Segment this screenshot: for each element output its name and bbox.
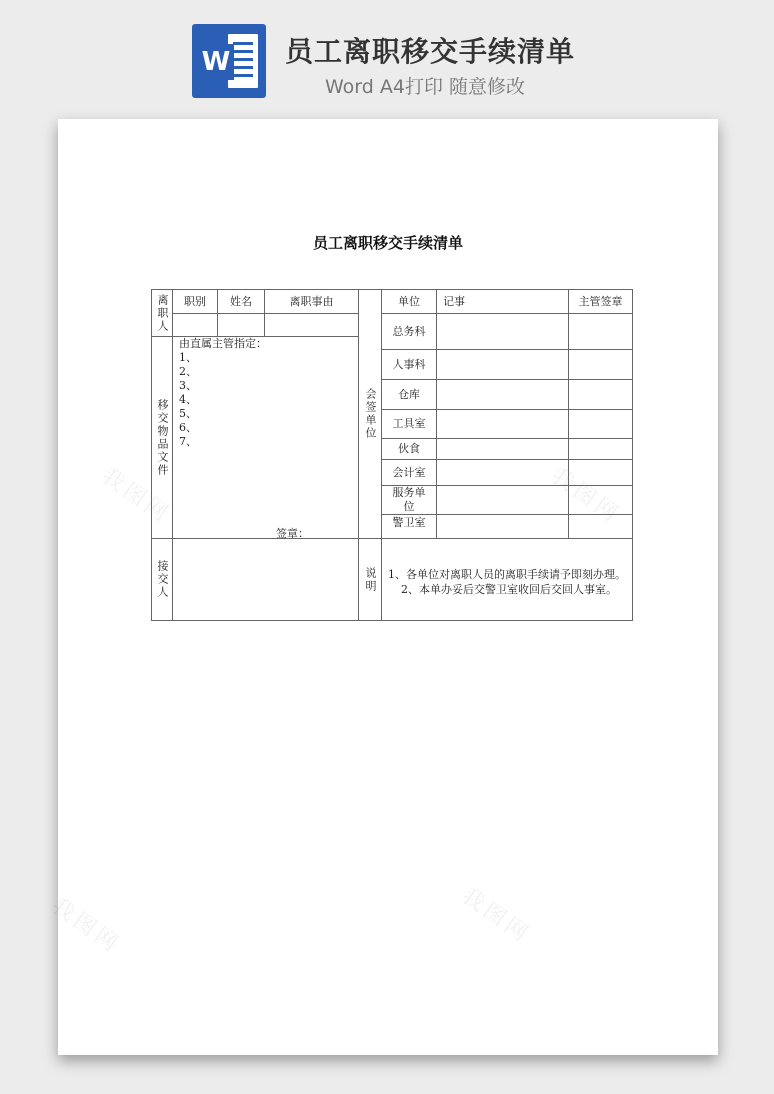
explanation-text <box>388 567 626 597</box>
list-item: 1、 <box>179 351 197 364</box>
signature-field[interactable] <box>568 514 633 539</box>
reason-field[interactable] <box>264 313 359 337</box>
list-item: 6、 <box>179 421 197 434</box>
unit-label: 警卫室 <box>381 514 437 539</box>
notes-field[interactable] <box>436 349 569 380</box>
position-field[interactable] <box>172 313 218 337</box>
banner-title: 员工离职移交手续清单 <box>285 35 576 68</box>
watermark: 我图网 <box>546 463 625 529</box>
col-signature: 主管签章 <box>568 289 633 314</box>
countersign-label: 会签单位 <box>358 289 382 539</box>
notes-field[interactable] <box>436 514 569 539</box>
watermark: 我图网 <box>96 463 175 529</box>
list-item: 2、 <box>179 365 197 378</box>
unit-label: 服务单位 <box>381 485 437 515</box>
signature-field[interactable] <box>568 379 633 410</box>
unit-label: 工具室 <box>381 409 437 439</box>
handover-signature: 签章： <box>276 527 309 540</box>
leaver-label: 离职人 <box>151 289 173 337</box>
notes-field[interactable] <box>436 313 569 350</box>
receiver-field[interactable] <box>172 538 359 621</box>
receiver-label: 接交人 <box>151 538 173 621</box>
list-item: 3、 <box>179 379 197 392</box>
col-unit: 单位 <box>381 289 437 314</box>
note-line: 1、各单位对离职人员的离职手续请予即刻办理。 <box>388 568 626 581</box>
signature-field[interactable] <box>568 485 633 515</box>
notes-field[interactable] <box>436 379 569 410</box>
unit-label: 仓库 <box>381 379 437 410</box>
unit-label: 人事科 <box>381 349 437 380</box>
document-title: 员工离职移交手续清单 <box>312 234 463 252</box>
notes-field[interactable] <box>436 438 569 460</box>
handover-list <box>179 337 267 449</box>
signature-field[interactable] <box>568 409 633 439</box>
word-doc-icon <box>192 24 266 98</box>
watermark: 我图网 <box>46 893 125 959</box>
list-item: 4、 <box>179 393 197 406</box>
banner <box>0 0 774 110</box>
name-field[interactable] <box>217 313 265 337</box>
col-reason: 离职事由 <box>264 289 359 314</box>
document-page <box>46 119 718 1055</box>
notes-field[interactable] <box>436 459 569 486</box>
list-item: 5、 <box>179 407 197 420</box>
notes-field[interactable] <box>436 485 569 515</box>
unit-label: 总务科 <box>381 313 437 350</box>
handover-label: 移交物品文件 <box>151 336 173 539</box>
note-line: 2、本单办妥后交警卫室收回后交回人事室。 <box>401 583 617 596</box>
col-notes: 记事 <box>436 289 569 314</box>
signature-field[interactable] <box>568 349 633 380</box>
watermark: 我图网 <box>456 883 535 949</box>
banner-subtitle: Word A4打印 随意修改 <box>325 76 526 98</box>
list-item: 7、 <box>179 435 197 448</box>
word-letter: W <box>198 44 234 80</box>
notes-field[interactable] <box>436 409 569 439</box>
col-position: 职别 <box>172 289 218 314</box>
explanation-label: 说明 <box>358 538 382 621</box>
unit-label: 会计室 <box>381 459 437 486</box>
signature-field[interactable] <box>568 459 633 486</box>
unit-label: 伙食 <box>381 438 437 460</box>
signature-field[interactable] <box>568 313 633 350</box>
handover-intro: 由直属主管指定： <box>179 337 267 350</box>
col-name: 姓名 <box>217 289 265 314</box>
signature-field[interactable] <box>568 438 633 460</box>
